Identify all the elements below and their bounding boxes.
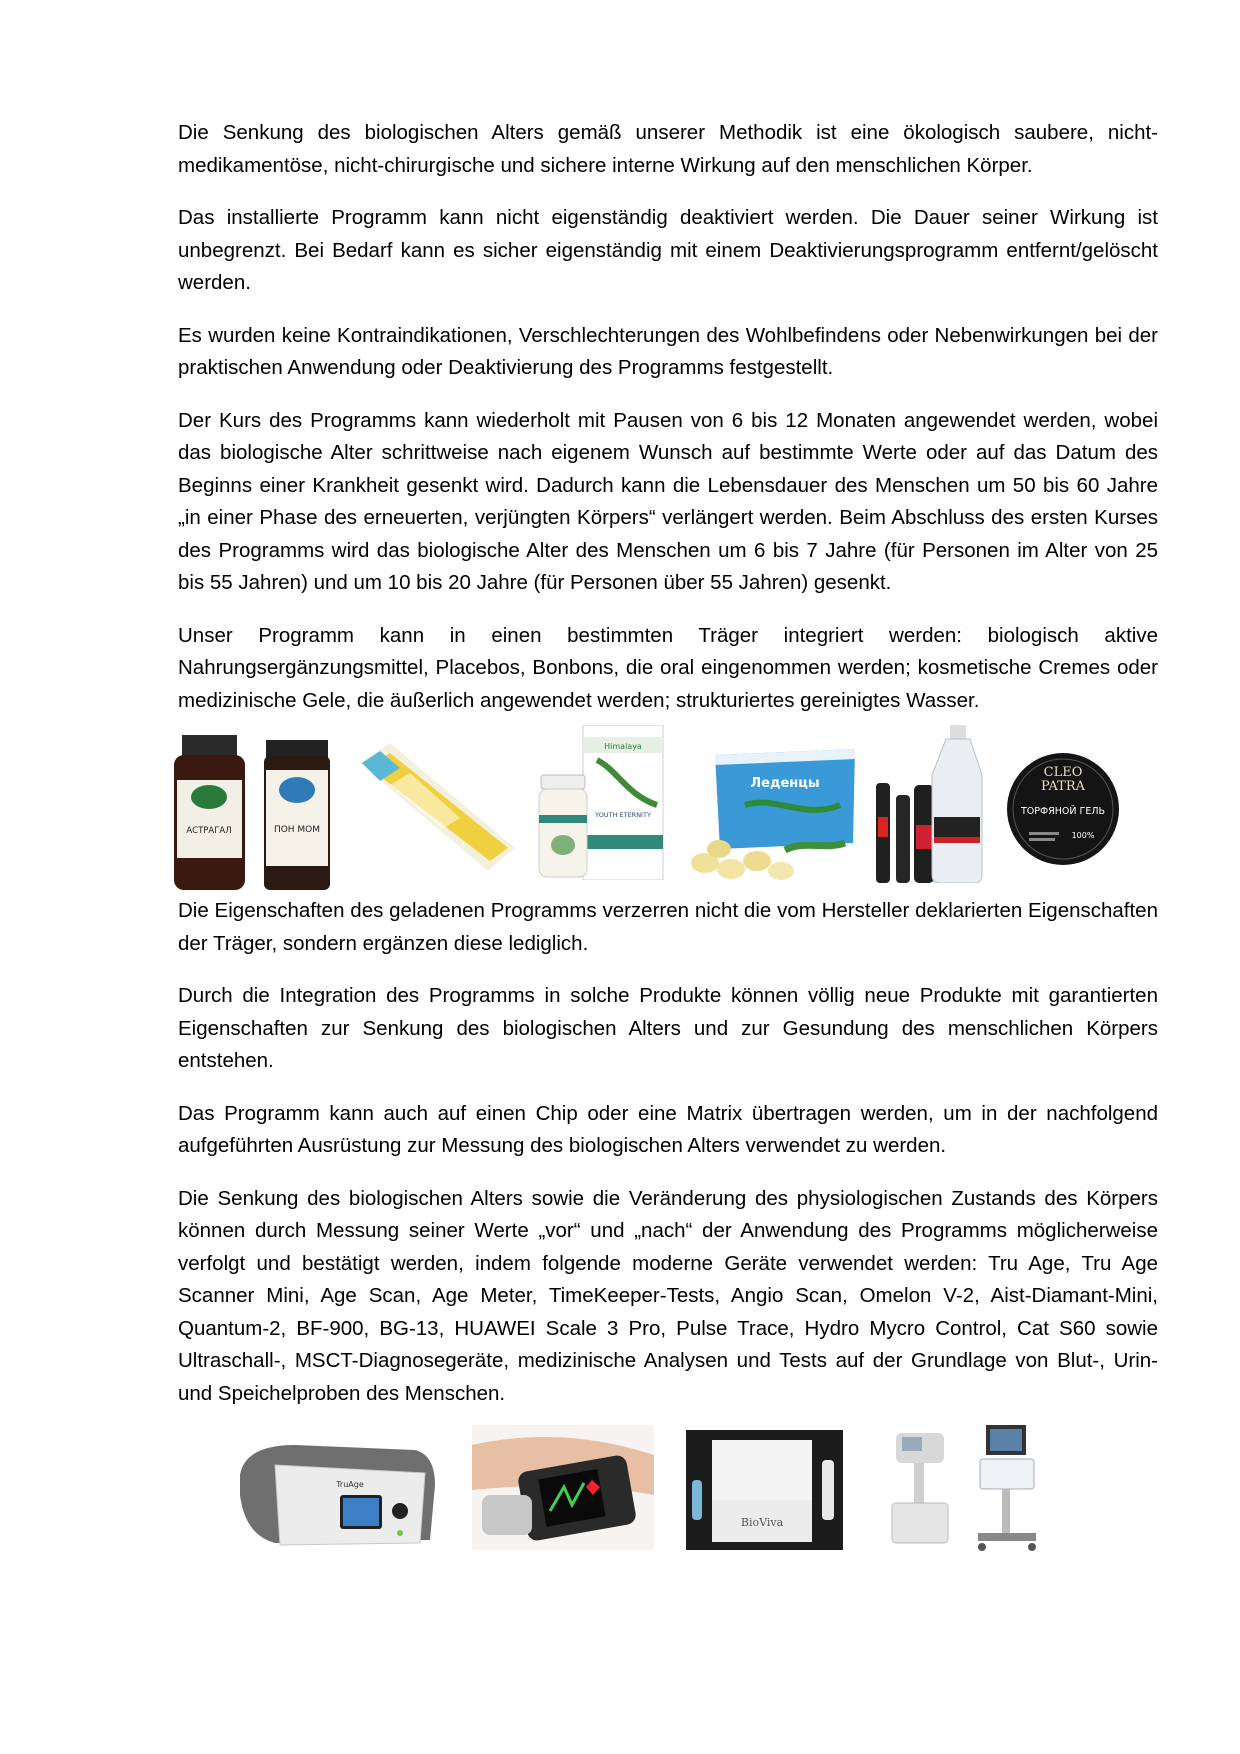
paragraph-4: Der Kurs des Programms kann wiederholt mit Pausen von 6 bis 12 Monaten angewendet werden, wobei das biologische Alter schrittweise nach eigenem Wunsch auf bestimmte Werte oder auf das Datum des Beginns einer Krankheit gesenkt wird. Dadurch kann die Lebensdauer des Menschen um 50 bis 60 Jahre „in einer Phase des erneuerten, verjüngten Körpers“ verlängert werden. Beim Abschluss des ersten Kurses des Programms wird das biologische Alter des Menschen um 6 bis 7 Jahre (für Personen im Alter von 25 bis 55 Jahren) und um 10 bis 20 Jahre (für Personen über 55 Jahren) gesenkt. [178, 408, 1158, 594]
bioviva-label: BioViva [740, 1516, 784, 1529]
text-section-bottom [178, 895, 1158, 1430]
pulse-oximeter-image [472, 1425, 654, 1550]
gel-brand-top: CLEO [1043, 765, 1083, 780]
candy-box-label: Леденцы [750, 776, 820, 791]
paragraph-9: Die Senkung des biologischen Alters sowie die Veränderung des physiologischen Zustands des Körpers können durch Messung seiner Werte „vor“ und „nach“ der Anwendung des Programms möglicherweise verfolgt und bestätigt werden, indem folgende moderne Geräte verwendet werden: Tru Age, Tru Age Scanner Mini, Age Scan, Age Meter, TimeKeeper-Tests, Angio Scan, Omelon V-2, Aist-Diamant-Mini, Quantum-2, BF-900, BG-13, HUAWEI Scale 3 Pro, Pulse Trace, Hydro Mycro Control, Cat S60 sowie Ultraschall-, MSCT-Diagnosegeräte, medizinische Analysen und Tests auf der Grundlage von Blut-, Urin- und Speichelproben des Menschen. [178, 1186, 1158, 1405]
device-images-row [0, 1425, 1240, 1555]
tru-age-label: TruAge [336, 1480, 364, 1489]
candy-box-image [685, 745, 860, 890]
gel-name: ТОРФЯНОЙ ГЕЛЬ [1021, 806, 1105, 817]
cream-line: YOUTH ETERNITY [595, 811, 651, 819]
bioviva-test-kit-image [686, 1430, 843, 1550]
supplement-bottle-image [262, 740, 332, 890]
product-images-row [0, 725, 1240, 890]
bottle1-label: АСТРАГАЛ [186, 826, 232, 836]
paragraph-5: Unser Programm kann in einen bestimmten Träger integriert werden: biologisch aktive Nahrungsergänzungsmittel, Placebos, Bonbons, die oral eingenommen werden; kosmetische Cremes oder medizinische Gele, die äußerlich angewendet werden; strukturiertes gereinigtes Wasser. [178, 623, 1158, 712]
paragraph-3: Es wurden keine Kontraindikationen, Verschlechterungen des Wohlbefindens oder Nebenwirkungen bei der praktischen Anwendung oder Deaktivierung des Programms festgestellt. [178, 323, 1158, 379]
tablet-tube-image [350, 733, 520, 873]
gel-brand-bottom: PATRA [1040, 779, 1086, 794]
paragraph-1: Die Senkung des biologischen Alters gemäß unserer Methodik ist eine ökologisch saubere, nicht-medikamentöse, nicht-chirurgische und sichere interne Wirkung auf den menschlichen Körper. [178, 121, 1158, 177]
paragraph-8: Das Programm kann auch auf einen Chip oder eine Matrix übertragen werden, um in der nachfolgend aufgeführten Ausrüstung zur Messung des biologischen Alters verwendet zu werden. [178, 1101, 1158, 1157]
bottle2-label: ПОН МОМ [273, 825, 321, 835]
paragraph-7: Durch die Integration des Programms in solche Produkte können völlig neue Produkte mit garantierten Eigenschaften zur Senkung des biologischen Alters und zur Gesundung des menschlichen Körpers entstehen. [178, 984, 1158, 1072]
paragraph-2: Das installierte Programm kann nicht eigenständig deaktiviert werden. Die Dauer seiner Wirkung ist unbegrenzt. Bei Bedarf kann es sicher eigenständig mit einem Deaktivierungsprogramm entfernt/gelöscht werden. [178, 206, 1158, 294]
supplement-bottle-image [172, 735, 247, 890]
tru-age-device-image [235, 1435, 440, 1550]
water-bottles-image [870, 725, 990, 883]
gel-percent: 100% [1071, 831, 1095, 840]
text-section-top [178, 117, 1158, 737]
body-scale-and-ultrasound-image [878, 1425, 1058, 1555]
cream-brand: Himalaya [604, 742, 642, 751]
paragraph-6: Die Eigenschaften des geladenen Programms verzerren nicht die vom Hersteller deklarierten Eigenschaften der Träger, sondern ergänzen diese lediglich. [178, 899, 1158, 955]
peat-gel-jar-image [1003, 750, 1123, 868]
cream-product-image [537, 725, 665, 880]
